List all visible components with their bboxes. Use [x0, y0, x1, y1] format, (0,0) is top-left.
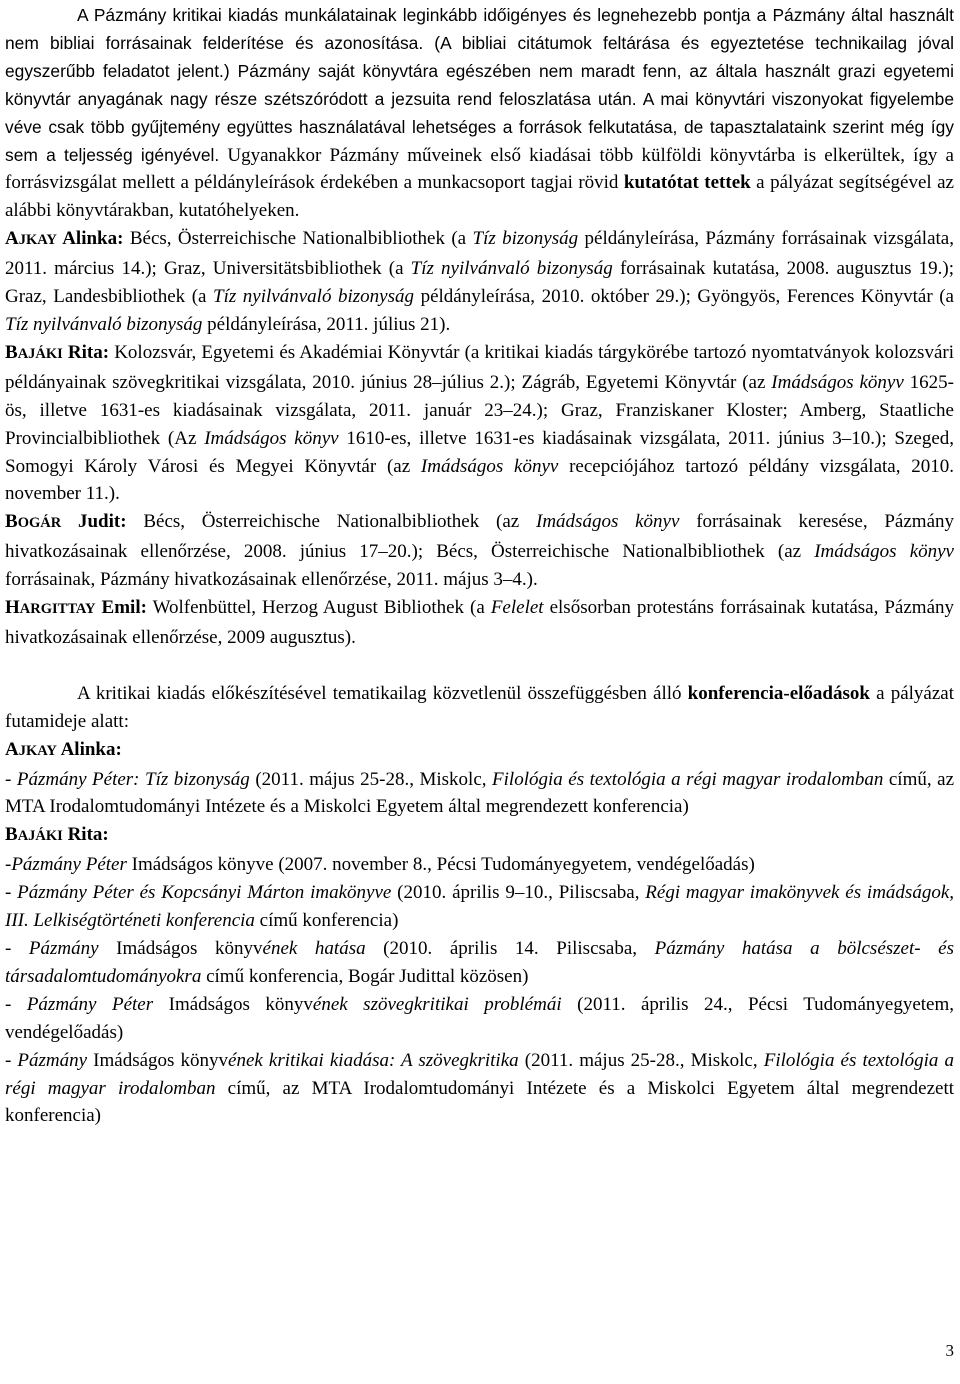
talk-text: című, az MTA Irodalomtudományi Intézete és a Miskolci Egyetem által megrendezett konferencia)	[5, 1077, 955, 1127]
title-italic: Imádságos könyv	[536, 511, 680, 533]
title-italic: Felelet	[490, 597, 544, 619]
talk-title-italic: Filológia és textológia a régi magyar irodalomban	[5, 1049, 955, 1099]
intro-sentence-3: Pázmány saját könyvtára egészében nem maradt fenn, az általa használt grazi egyetemi könyvtár anyagának nagy része szétszóródott a jezsuita rend feloszlatása után. A mai könyvtári viszonyokat figyelembe véve csak több gyűjtemény együttes használatával lehetséges a források felkutatása, de tapasztalataink szerint még így sem a teljesség igényével.	[5, 60, 954, 165]
talk-title-italic: ének szövegkritikai problémái	[312, 993, 562, 1015]
talk-text: (2010. április 14. Piliscsaba,	[365, 938, 655, 959]
conference-intro-end: a pályázat futamideje alatt:	[5, 682, 954, 732]
bajaki-heading	[5, 821, 954, 851]
researcher-name-surname: AJÁKI	[17, 345, 63, 362]
research-trips-list	[5, 225, 954, 652]
researcher-name-initial: A	[5, 228, 19, 250]
talk-text: című konferencia)	[254, 910, 399, 932]
trip-text: 1625-ös, illetve 1631-es kiadásainak vizsgálata, 2011. január 23–24.); Graz, Franziskaner Kloster; Amberg, Staatliche Provincialbibliothek (Az	[5, 371, 955, 449]
researcher-name-initial: B	[5, 341, 18, 363]
talk-text: (2011. május 25-28., Miskolc,	[518, 1049, 764, 1071]
ajkay-heading	[5, 736, 954, 766]
trip-text: Kolozsvár, Egyetemi és Akadémiai Könyvtár (a kritikai kiadás tárgykörébe tartozó nyomtatványok kolozsvári példányainak szövegkritikai vizsgálata, 2010. június 28–július 2.); Zágráb, Egyetemi Könyvtár (az	[5, 341, 954, 393]
trip-text: recepciójához tartozó példány vizsgálata, 2010. november 11.).	[5, 455, 955, 505]
researcher-name-firstname: Emil:	[95, 597, 147, 619]
talk-title-italic: Régi magyar imakönyvek és imádságok, III. Lelkiségtörténeti konferencia	[5, 882, 955, 932]
trip-text: példányleírása, 2010. október 29.); Gyöngyös, Ferences Könyvtár (a	[414, 286, 954, 308]
talk-text: című, az MTA Irodalomtudományi Intézete és a Miskolci Egyetem által megrendezett konferencia)	[5, 768, 954, 818]
trip-text: 1610-es, illetve 1631-es kiadásainak vizsgálata, 2011. június 3–10.); Szeged, Somogyi Károly Városi és Megyei Könyvtár (az	[5, 427, 954, 477]
bajaki-heading-initial: B	[5, 824, 18, 846]
title-italic: Imádságos könyv	[420, 455, 559, 477]
talk-title-italic: Pázmány Péter: Tíz bizonyság	[16, 768, 250, 790]
talk-text: (2011. április 24., Pécsi Tudományegyetem, vendégelőadás)	[5, 993, 954, 1043]
intro-bold-phrase: kutatótat tettek	[623, 172, 751, 194]
bajaki-heading-surname: AJÁKI	[17, 828, 63, 845]
trip-text: elsősorban protestáns forrásainak kutatása, Pázmány hivatkozásainak ellenőrzése, 2009 augusztus).	[5, 597, 954, 648]
research-trip-entry	[5, 339, 954, 508]
title-italic: Imádságos könyv	[771, 371, 904, 393]
talk-text: -	[5, 1049, 18, 1071]
researcher-name-surname: JKAY	[18, 232, 57, 249]
research-trip-entry	[5, 225, 954, 339]
talk-text: -	[5, 993, 27, 1015]
talk-title-italic: ének kritikai kiadása: A szövegkritika	[228, 1049, 519, 1071]
title-italic: Imádságos könyv	[814, 541, 954, 563]
researcher-name-initial: B	[5, 511, 18, 533]
conference-intro-bold: konferencia-előadások	[687, 682, 870, 704]
talk-text: -	[5, 938, 29, 959]
talk-text: Imádságos könyv	[87, 1049, 229, 1071]
spacer	[5, 652, 954, 680]
conference-talk-entry	[5, 991, 954, 1047]
title-italic: Tíz bizonyság	[472, 228, 579, 250]
researcher-name-surname: ARGITTAY	[19, 601, 96, 618]
researcher-name-surname: OGÁR	[17, 515, 62, 532]
talk-title-italic: Pázmány	[17, 1049, 88, 1071]
ajkay-talk	[5, 766, 954, 822]
conference-talk-entry	[5, 851, 954, 879]
trip-text: Wolfenbüttel, Herzog August Bibliothek (a	[146, 597, 491, 619]
trip-text: Bécs, Österreichische Nationalbibliothek (a	[123, 228, 473, 250]
talk-title-italic: Pázmány Péter és Kopcsányi Márton imakönyve	[17, 882, 392, 904]
talk-text: -	[5, 768, 17, 790]
talk-text: -	[5, 854, 12, 876]
title-italic: Tíz nyilvánvaló bizonyság	[410, 258, 613, 280]
trip-text: forrásainak keresése, Pázmány hivatkozásainak ellenőrzése, 2008. június 17–20.); Bécs, Österreichische Nationalbibliothek (az	[5, 511, 954, 563]
trip-text: Bécs, Österreichische Nationalbibliothek (az	[126, 511, 536, 533]
talk-text: -	[5, 882, 18, 904]
researcher-name-firstname: Alinka:	[56, 228, 124, 250]
intro-sentence-2: i forrásainak felderítése és azonosítása. (A bibliai citátumok feltárása és egyeztetése technikailag jóval egyszerűbb feladatot jelent.)	[5, 32, 954, 81]
research-trip-entry	[5, 594, 954, 652]
talk-text: Imádságos könyv	[98, 938, 263, 959]
conference-intro-text: A kritikai kiadás előkészítésével tematikailag közvetlenül összefüggésben álló	[77, 682, 688, 704]
intro-sentence-1: A Pázmány kritikai kiadás munkálatainak leginkább időigényes és legnehezebb pontja a Pázmány által használt nem biblia	[5, 5, 954, 53]
trip-text: példányleírása, 2011. július 21).	[202, 313, 451, 335]
trip-text: forrásainak, Pázmány hivatkozásainak ellenőrzése, 2011. május 3–4.).	[5, 569, 538, 591]
trip-text: forrásainak kutatása, 2008. augusztus 19.); Graz, Landesbibliothek (a	[5, 258, 954, 308]
ajkay-heading-surname: JKAY	[18, 742, 57, 759]
researcher-name-initial: H	[5, 597, 20, 619]
talk-title-italic: Pázmány Péter	[26, 993, 154, 1015]
title-italic: Imádságos könyv	[204, 427, 339, 449]
conference-intro	[5, 680, 954, 736]
researcher-name-firstname: Judit:	[61, 511, 127, 533]
talk-text: (2010. április 9–10., Piliscsaba,	[391, 882, 646, 904]
talk-title-italic: Pázmány hatása a bölcsészet- és társadalomtudományokra	[5, 938, 954, 987]
conference-talk-entry	[5, 1047, 954, 1131]
bajaki-heading-firstname: Rita:	[62, 824, 109, 846]
trip-text: példányleírása, Pázmány forrásainak vizsgálata, 2011. március 14.); Graz, Universitätsbibliothek (a	[5, 228, 954, 280]
talk-title-italic: Pázmány	[28, 938, 99, 959]
talk-text: Imádságos könyv	[153, 993, 313, 1015]
talk-title-italic: ének hatása	[262, 938, 366, 959]
page-number: 3	[945, 1341, 954, 1360]
talk-text: című konferencia, Bogár Judittal közösen)	[201, 965, 529, 987]
talk-title-italic: Filológia és textológia a régi magyar irodalomban	[492, 768, 884, 790]
conference-talk-entry	[5, 879, 954, 935]
talk-text: (2011. május 25-28., Miskolc,	[249, 768, 493, 790]
research-trip-entry	[5, 508, 954, 594]
title-italic: Tíz nyilvánvaló bizonyság	[5, 313, 203, 335]
conference-talk-entry	[5, 935, 954, 991]
talk-text: Imádságos könyve (2007. november 8., Pécsi Tudományegyetem, vendégelőadás)	[126, 854, 755, 876]
researcher-name-firstname: Rita:	[62, 341, 110, 363]
intro-sentence-4: Ugyanakkor Pázmány műveinek első kiadásai több külföldi könyvtárba is elkerültek, így a forrásvizsgálat mellett a példányleírások érdekében a munkacsoport tagjai rövid	[5, 144, 954, 194]
ajkay-heading-initial: A	[5, 738, 19, 760]
title-italic: Tíz nyilvánvaló bizonyság	[213, 286, 415, 308]
talk-title-italic: Pázmány Péter	[11, 854, 127, 876]
bajaki-talks-list	[5, 851, 954, 1130]
intro-sentence-4-end: a pályázat segítségével az alábbi könyvtárakban, kutatóhelyeken.	[5, 172, 954, 222]
ajkay-heading-firstname: Alinka:	[56, 738, 122, 760]
intro-paragraph	[5, 2, 954, 225]
